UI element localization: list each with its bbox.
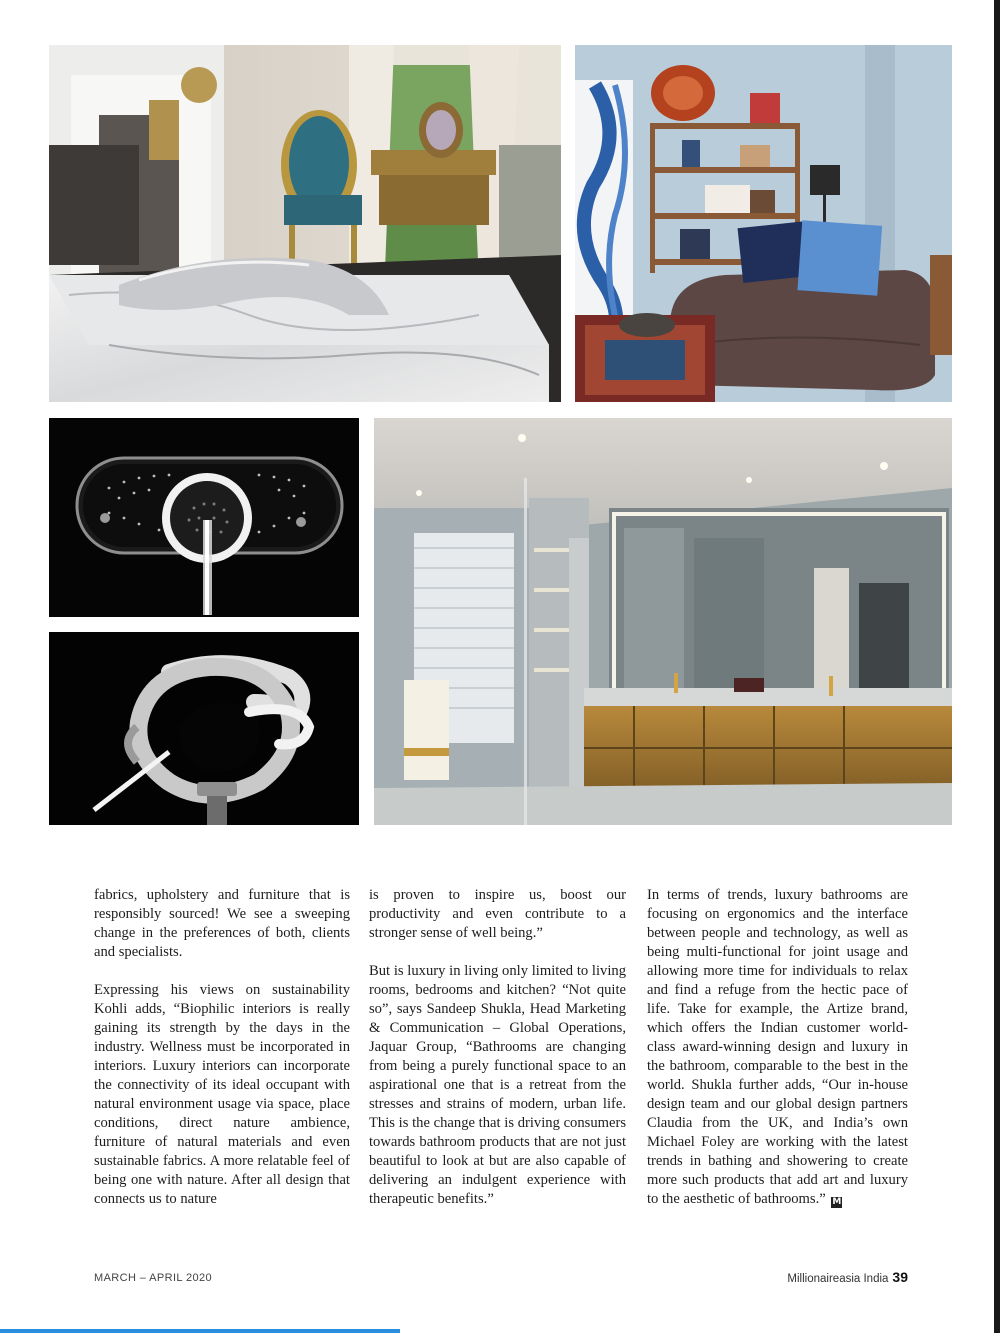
reading-nook-photo bbox=[575, 45, 952, 402]
issue-date: MARCH – APRIL 2020 bbox=[94, 1272, 213, 1284]
faucet-photo bbox=[49, 632, 359, 825]
paragraph: But is luxury in living only limited to living rooms, bedrooms and kitchen? “Not quite so”, says Sandeep Shukla, Head Marketing & Communication – Global Operations, Jaquar Group, “Bathrooms are changing from being a purely functional space to an aspirational one that is a retreat from the stresses and strains of modern, urban life. This is the change that is driving consumers towards bathroom products that are not just beautiful to look at but are also capable of delivering an indulgent experience with therapeutic benefits.” bbox=[369, 963, 626, 1207]
shower-head-photo bbox=[49, 418, 359, 617]
living-room-photo bbox=[49, 45, 561, 402]
page-edge bbox=[994, 0, 1000, 1333]
text-column-2 bbox=[369, 886, 626, 1228]
publication-name: Millionaireasia India bbox=[787, 1273, 889, 1285]
paragraph: fabrics, upholstery and furniture that is responsibly sourced! We see a sweeping change in the preferences of both, clients and specialists. bbox=[94, 887, 350, 960]
end-mark-icon: M bbox=[832, 1197, 842, 1207]
reading-progress-bar bbox=[0, 1329, 400, 1333]
paragraph: is proven to inspire us, boost our productivity and even contribute to a stronger sense of well being.” bbox=[369, 887, 626, 941]
folio bbox=[787, 1269, 908, 1285]
text-column-3 bbox=[647, 886, 908, 1228]
paragraph: Expressing his views on sustainability Kohli adds, “Biophilic interiors is really gaining its strength by the days in the industry. Wellness must be incorporated in interiors. Luxury interiors can incorporate the connectivity of its ideal occupant with natural environment usage via space, place conditions, direct nature ambience, furniture of natural materials and even sustainable fabrics. A more relatable feel of being one with nature. After all design that connects us to nature bbox=[94, 982, 350, 1207]
page-number: 39 bbox=[892, 1269, 908, 1285]
text-column-1 bbox=[94, 886, 350, 1228]
bathroom-photo bbox=[374, 418, 952, 825]
paragraph-text: In terms of trends, luxury bathrooms are focusing on ergonomics and the interface between people and technology, as well as being multi-functional for joint usage and allowing more time for individuals to relax and find a refuge from the hectic pace of life. Take for example, the Artize brand, which offers the Indian customer world-class award-winning design and luxury in the bathroom, comparable to the best in the world. Shukla further adds, “Our in-house design team and our global design partners Claudia from the UK, and India’s own Michael Foley are working with the latest trends in bathing and showering to create more such products that add art and luxury to the aesthetic of bathrooms.” bbox=[647, 887, 908, 1207]
paragraph bbox=[647, 886, 908, 1209]
